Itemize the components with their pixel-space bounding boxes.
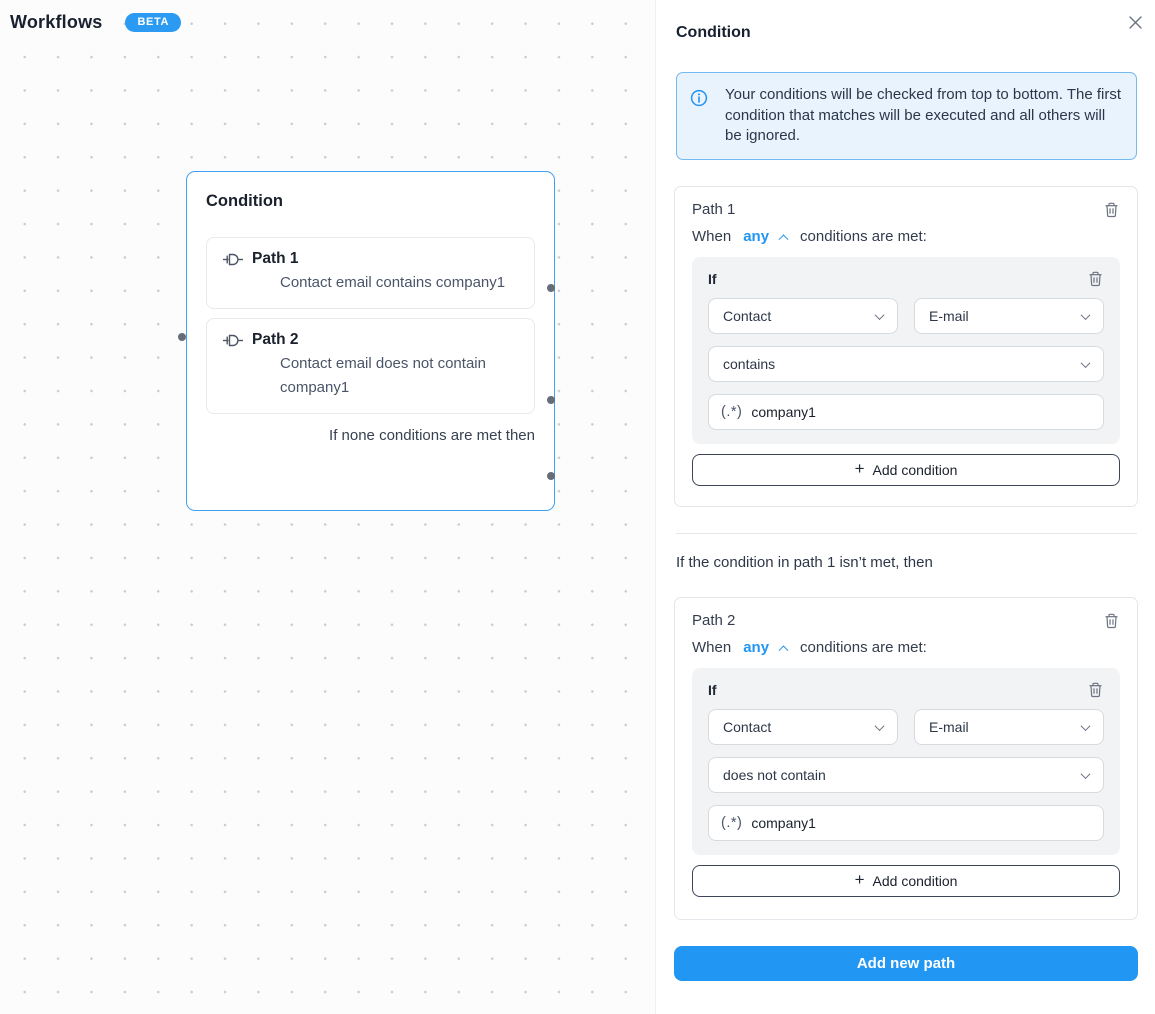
plus-icon: + [854,459,865,478]
match-mode-dropdown[interactable]: any [743,639,770,656]
regex-icon: (.*) [721,815,743,831]
path-1-editor-label: Path 1 [692,201,736,218]
chevron-down-icon [1081,721,1091,731]
condition-group [692,668,1120,855]
branch-icon [223,333,243,348]
chevron-down-icon [875,310,885,320]
when-suffix: conditions are met: [800,639,927,656]
path-2-editor [674,597,1138,920]
operator-select[interactable] [708,757,1104,793]
plus-icon: + [854,870,865,889]
add-condition-label: Add condition [872,873,958,889]
panel-title: Condition [676,24,751,41]
condition-group [692,257,1120,444]
when-prefix: When [692,228,732,245]
value-input[interactable] [708,805,1104,841]
match-mode-dropdown[interactable]: any [743,228,770,245]
fallback-label: If none conditions are met then [329,427,535,444]
chevron-down-icon [1081,769,1091,779]
subject-select[interactable] [708,709,898,745]
add-condition-button[interactable] [692,454,1120,486]
when-prefix: When [692,639,732,656]
node-path-1-card[interactable] [206,237,535,309]
add-condition-label: Add condition [872,462,958,478]
info-alert-text: Your conditions will be checked from top to bottom. The first condition that matches will be executed and all others will be ignored. [725,86,1122,144]
field-select[interactable] [914,298,1104,334]
chevron-down-icon [1081,310,1091,320]
subject-select-value: Contact [723,308,772,324]
operator-select[interactable] [708,346,1104,382]
regex-icon: (.*) [721,404,743,420]
fallback-explainer-text: If the condition in path 1 isn’t met, then [676,554,933,571]
connection-handle-path-1[interactable] [547,284,555,292]
condition-settings-panel [655,0,1155,1014]
subject-select[interactable] [708,298,898,334]
add-condition-button[interactable] [692,865,1120,897]
beta-badge: BETA [125,13,181,32]
chevron-down-icon [875,721,885,731]
connection-handle-fallback[interactable] [547,472,555,480]
chevron-down-icon [1081,358,1091,368]
page-title: Workflows [10,12,103,32]
connection-handle-path-2[interactable] [547,396,555,404]
condition-node[interactable] [186,171,555,511]
field-select-value: E-mail [929,308,969,324]
field-select-value: E-mail [929,719,969,735]
if-label: If [708,271,717,287]
operator-select-value: contains [723,356,776,372]
chevron-up-icon[interactable] [779,234,789,244]
value-input-text: company1 [751,404,816,420]
section-divider [676,533,1137,534]
close-icon[interactable] [1126,13,1144,31]
operator-select-value: does not contain [723,767,826,783]
node-path-1-description: Contact email contains company1 [280,274,506,291]
info-alert [676,72,1137,160]
canvas-header [10,12,181,33]
chevron-up-icon[interactable] [779,645,789,655]
when-suffix: conditions are met: [800,228,927,245]
value-input[interactable] [708,394,1104,430]
delete-condition-trash-icon[interactable] [1087,270,1104,288]
path-1-editor [674,186,1138,507]
value-input-text: company1 [751,815,816,831]
info-icon [690,89,708,147]
node-path-1-label: Path 1 [252,250,299,267]
field-select[interactable] [914,709,1104,745]
node-path-2-description: Contact email does not contain company1 [280,355,486,396]
delete-path-1-trash-icon[interactable] [1103,201,1120,219]
path-2-editor-label: Path 2 [692,612,736,629]
condition-node-title: Condition [206,192,283,210]
add-new-path-button[interactable]: Add new path [674,946,1138,981]
if-label: If [708,682,717,698]
node-path-2-label: Path 2 [252,331,299,348]
connection-handle-input[interactable] [178,333,186,341]
subject-select-value: Contact [723,719,772,735]
branch-icon [223,252,243,267]
delete-path-2-trash-icon[interactable] [1103,612,1120,630]
delete-condition-trash-icon[interactable] [1087,681,1104,699]
node-path-2-card[interactable] [206,318,535,414]
